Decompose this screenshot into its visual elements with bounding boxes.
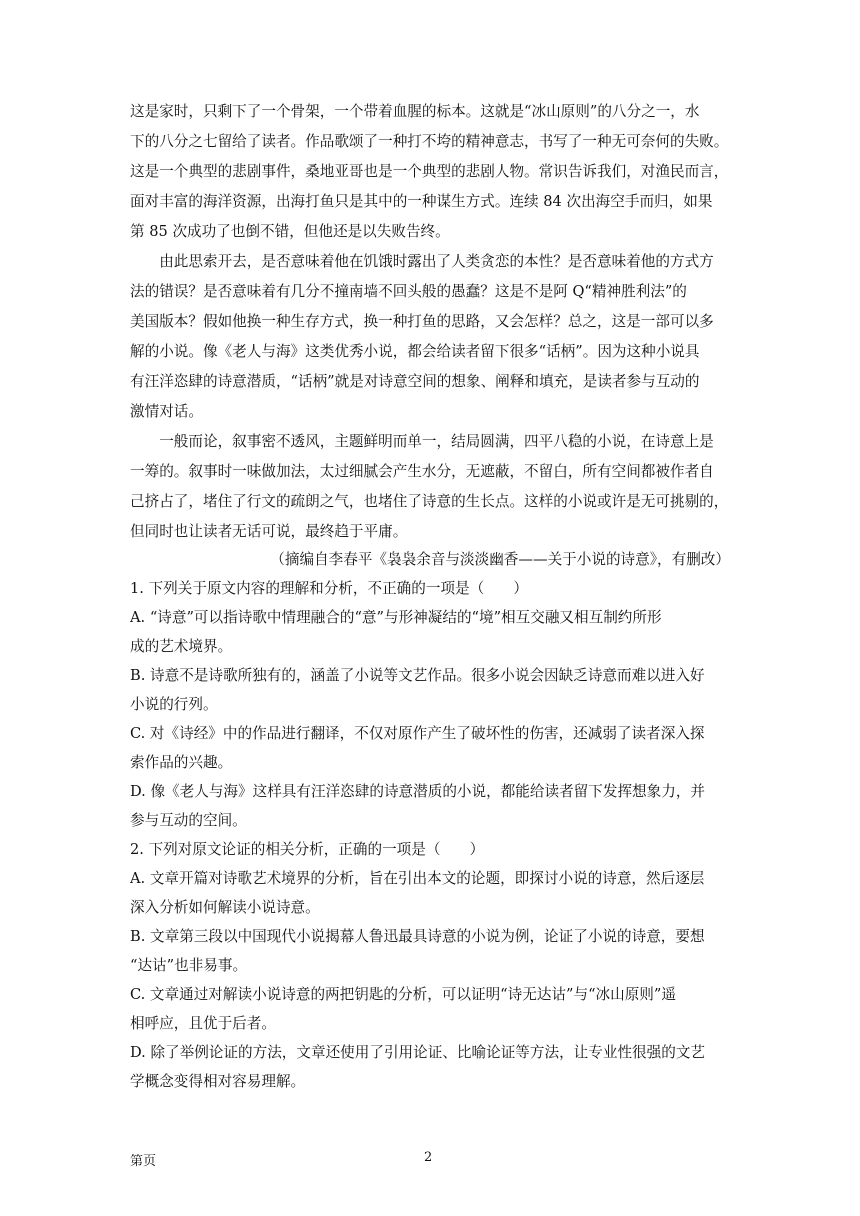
text-line: 激情对话。 bbox=[130, 403, 203, 420]
option-d-line: D. 除了举例论证的方法，文章还使用了引用论证、比喻论证等方法，让专业性很强的文艺 bbox=[130, 1044, 706, 1061]
option-d-line: 学概念变得相对容易理解。 bbox=[130, 1073, 306, 1090]
text-line: 解的小说。像《老人与海》这类优秀小说，都会给读者留下很多“话柄”。因为这种小说具 bbox=[130, 343, 700, 360]
option-c-line: 相呼应，且优于后者。 bbox=[130, 1015, 276, 1032]
option-b-line: 小说的行列。 bbox=[130, 696, 218, 713]
text-line: 有汪洋恣肆的诗意潜质，“话柄”就是对诗意空间的想象、阐释和填充，是读者参与互动的 bbox=[130, 373, 700, 390]
question-1-stem: 1. 下列关于原文内容的理解和分析，不正确的一项是（ ） bbox=[130, 580, 529, 597]
question-2-stem: 2. 下列对原文论证的相关分析，正确的一项是（ ） bbox=[130, 841, 485, 858]
text-line: 一筹的。叙事时一味做加法，太过细腻会产生水分，无遮蔽，不留白，所有空间都被作者自 bbox=[130, 463, 714, 480]
text-line: 法的错误？是否意味着有几分不撞南墙不回头般的愚蠢？这是不是阿 Q“精神胜利法”的 bbox=[130, 283, 687, 300]
option-a-line: A. “诗意”可以指诗歌中情理融合的“意”与形神凝结的“境”相互交融又相互制约所形 bbox=[130, 609, 662, 626]
text-line: 第 85 次成功了也倒不错，但他还是以失败告终。 bbox=[130, 223, 450, 240]
option-d-line: D. 像《老人与海》这样具有汪洋恣肆的诗意潜质的小说，都能给读者留下发挥想象力，并 bbox=[130, 783, 706, 800]
option-b-line: B. 诗意不是诗歌所独有的，涵盖了小说等文艺作品。很多小说会因缺乏诗意而难以进入好 bbox=[130, 667, 705, 684]
text-line: 美国版本？假如他换一种生存方式，换一种打鱼的思路，又会怎样？总之，这是一部可以多 bbox=[130, 313, 714, 330]
text-line: 这是一个典型的悲剧事件，桑地亚哥也是一个典型的悲剧人物。常识告诉我们，对渔民而言， bbox=[130, 163, 729, 180]
option-d-line: 参与互动的空间。 bbox=[130, 812, 247, 829]
footer-page-label: 第页 bbox=[130, 1154, 157, 1169]
option-c-line: 索作品的兴趣。 bbox=[130, 754, 233, 771]
option-c-line: C. 文章通过对解读小说诗意的两把钥匙的分析，可以证明“诗无达诂”与“冰山原则”遥 bbox=[130, 986, 676, 1003]
footer-page-number: 2 bbox=[424, 1150, 433, 1165]
text-line: 下的八分之七留给了读者。作品歌颂了一种打不垮的精神意志，书写了一种无可奈何的失败。 bbox=[130, 133, 729, 150]
text-line: 己挤占了，堵住了行文的疏朗之气，也堵住了诗意的生长点。这样的小说或许是无可挑剔的， bbox=[130, 493, 729, 510]
text-line: 面对丰富的海洋资源，出海打鱼只是其中的一种谋生方式。连续 84 次出海空手而归，如果 bbox=[130, 193, 713, 210]
text-line: 这是家时，只剩下了一个骨架，一个带着血腥的标本。这就是“冰山原则”的八分之一，水 bbox=[130, 103, 700, 120]
option-a-line: 成的艺术境界。 bbox=[130, 638, 233, 655]
option-a-line: A. 文章开篇对诗歌艺术境界的分析，旨在引出本文的论题，即探讨小说的诗意，然后逐层 bbox=[130, 870, 705, 887]
source-citation: （摘编自李春平《袅袅余音与淡淡幽香——关于小说的诗意》，有删改） bbox=[270, 551, 730, 568]
text-line: 由此思索开去，是否意味着他在饥饿时露出了人类贪恋的本性？是否意味着他的方式方 bbox=[130, 253, 714, 270]
option-a-line: 深入分析如何解读小说诗意。 bbox=[130, 899, 320, 916]
text-line: 但同时也让读者无话可说，最终趋于平庸。 bbox=[130, 523, 408, 540]
option-c-line: C. 对《诗经》中的作品进行翻译，不仅对原作产生了破坏性的伤害，还减弱了读者深入探 bbox=[130, 725, 705, 742]
option-b-line: B. 文章第三段以中国现代小说揭幕人鲁迅最具诗意的小说为例，论证了小说的诗意，要想 bbox=[130, 928, 705, 945]
text-line: 一般而论，叙事密不透风，主题鲜明而单一，结局圆满，四平八稳的小说，在诗意上是 bbox=[130, 433, 714, 450]
option-b-line: “达诂”也非易事。 bbox=[130, 957, 248, 974]
